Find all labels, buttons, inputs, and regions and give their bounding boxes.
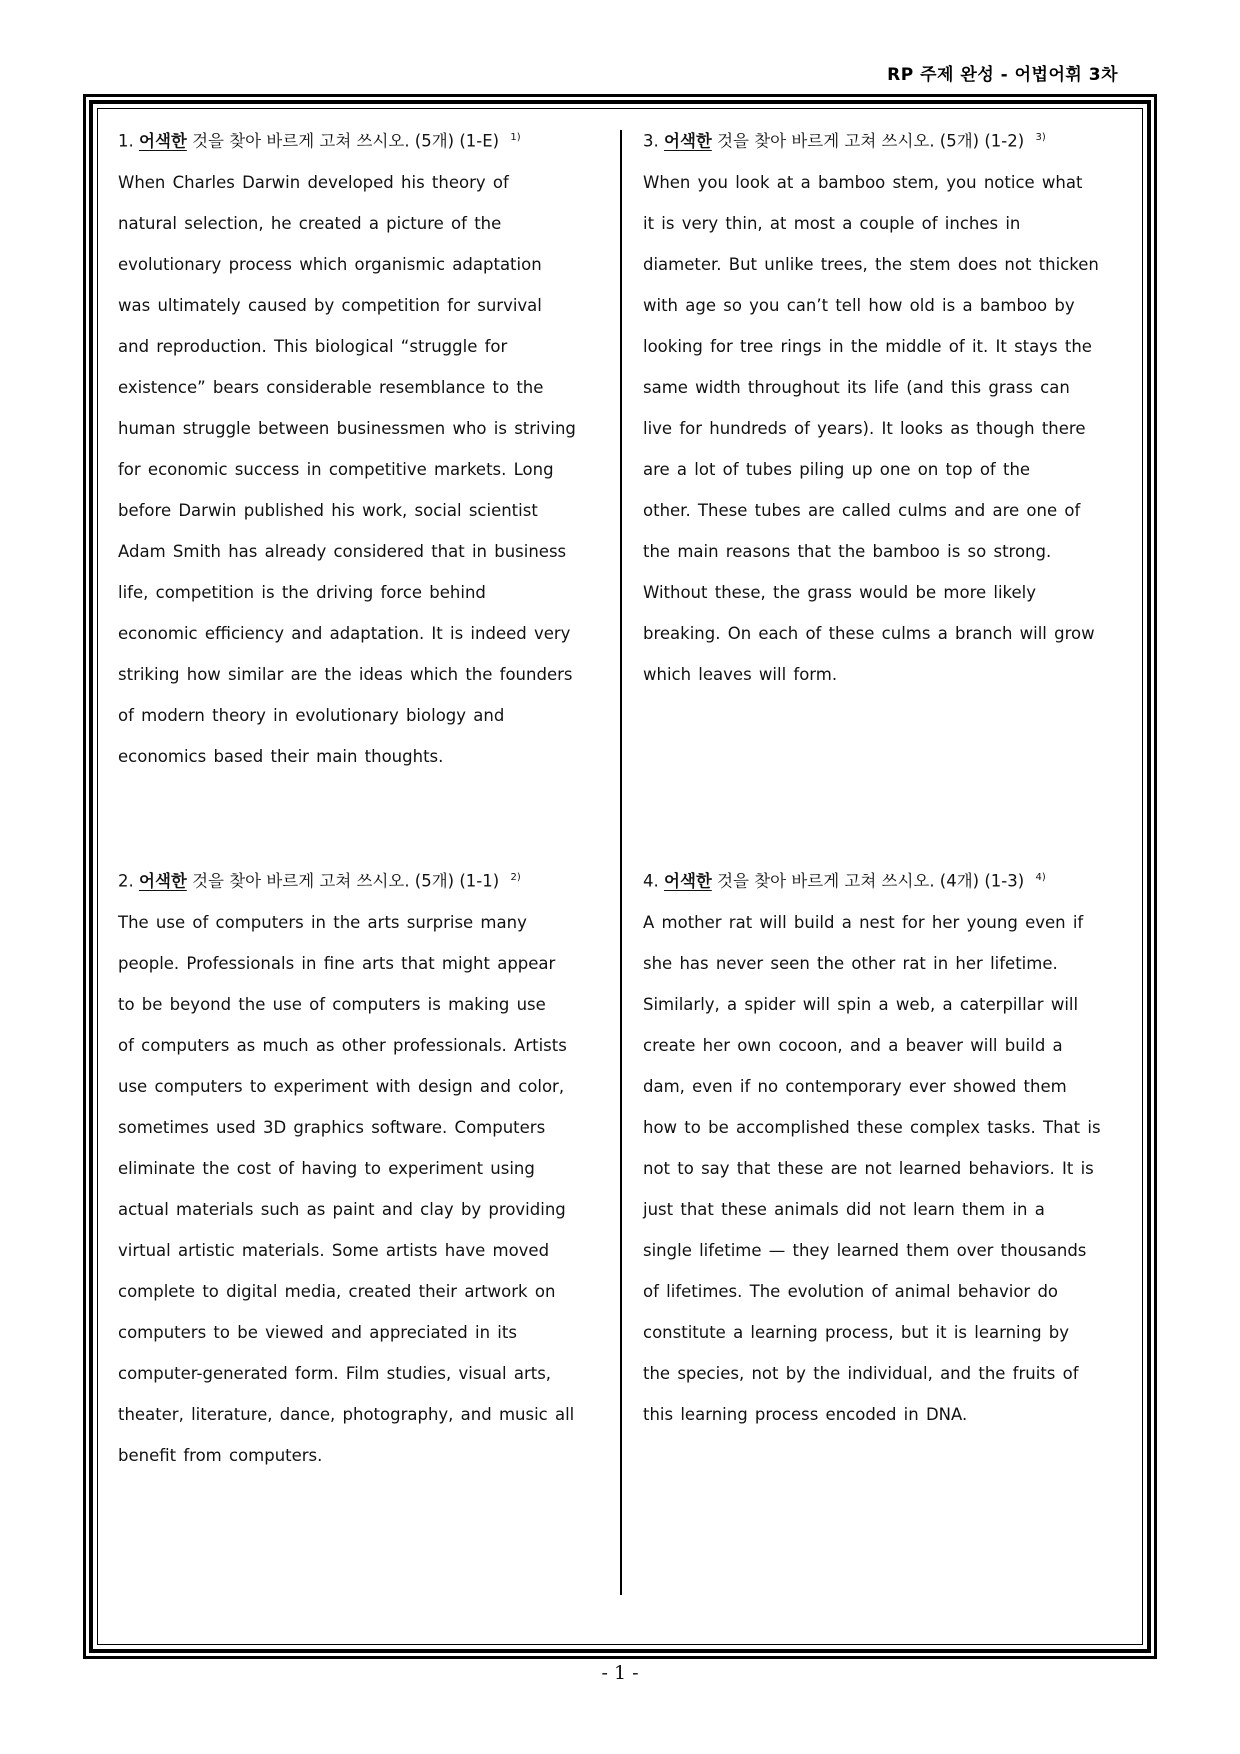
passage-line: single lifetime — they learned them over thousands bbox=[643, 1240, 1087, 1260]
passage-line: and reproduction. This biological “struggle for bbox=[118, 336, 508, 356]
passage-line: life, competition is the driving force behind bbox=[118, 582, 486, 602]
passage-line: economics based their main thoughts. bbox=[118, 746, 444, 766]
passage-line: human struggle between businessmen who is striving bbox=[118, 418, 576, 438]
passage-line: to be beyond the use of computers is making use bbox=[118, 994, 546, 1014]
footnote-marker: 4) bbox=[1035, 872, 1046, 883]
question-passage bbox=[118, 902, 608, 1476]
passage-line: breaking. On each of these culms a branch will grow bbox=[643, 623, 1095, 643]
passage-line: When Charles Darwin developed his theory of bbox=[118, 172, 509, 192]
question-title bbox=[118, 117, 608, 162]
passage-line: live for hundreds of years). It looks as though there bbox=[643, 418, 1086, 438]
question-number: 1. bbox=[118, 131, 134, 151]
question-instruction: 것을 찾아 바르게 고쳐 쓰시오. (5개) (1-E) bbox=[186, 131, 500, 151]
question-title bbox=[643, 857, 1133, 902]
passage-line: looking for tree rings in the middle of it. It stays the bbox=[643, 336, 1092, 356]
passage-line: other. These tubes are called culms and are one of bbox=[643, 500, 1081, 520]
question-keyword: 어색한 bbox=[664, 131, 712, 151]
passage-line: create her own cocoon, and a beaver will build a bbox=[643, 1035, 1063, 1055]
passage-line: for economic success in competitive markets. Long bbox=[118, 459, 554, 479]
question-number: 4. bbox=[643, 871, 659, 891]
passage-line: When you look at a bamboo stem, you notice what bbox=[643, 172, 1083, 192]
question-number: 2. bbox=[118, 871, 134, 891]
passage-line: diameter. But unlike trees, the stem does not thicken bbox=[643, 254, 1099, 274]
question-instruction: 것을 찾아 바르게 고쳐 쓰시오. (5개) (1-2) bbox=[711, 131, 1025, 151]
passage-line: this learning process encoded in DNA. bbox=[643, 1404, 968, 1424]
passage-line: theater, literature, dance, photography, and music all bbox=[118, 1404, 575, 1424]
question-2 bbox=[118, 857, 608, 1476]
passage-line: of modern theory in evolutionary biology and bbox=[118, 705, 505, 725]
passage-line: striking how similar are the ideas which the founders bbox=[118, 664, 573, 684]
passage-line: computers to be viewed and appreciated in its bbox=[118, 1322, 517, 1342]
question-keyword: 어색한 bbox=[139, 871, 187, 891]
passage-line: with age so you can’t tell how old is a bamboo by bbox=[643, 295, 1075, 315]
passage-line: the main reasons that the bamboo is so strong. bbox=[643, 541, 1052, 561]
footnote-marker: 2) bbox=[510, 872, 521, 883]
question-instruction: 것을 찾아 바르게 고쳐 쓰시오. (4개) (1-3) bbox=[711, 871, 1025, 891]
question-instruction: 것을 찾아 바르게 고쳐 쓰시오. (5개) (1-1) bbox=[186, 871, 500, 891]
question-keyword: 어색한 bbox=[664, 871, 712, 891]
passage-line: complete to digital media, created their artwork on bbox=[118, 1281, 556, 1301]
passage-line: natural selection, he created a picture of the bbox=[118, 213, 502, 233]
passage-line: A mother rat will build a nest for her young even if bbox=[643, 912, 1084, 932]
passage-line: sometimes used 3D graphics software. Computers bbox=[118, 1117, 546, 1137]
passage-line: she has never seen the other rat in her lifetime. bbox=[643, 953, 1058, 973]
passage-line: use computers to experiment with design and color, bbox=[118, 1076, 565, 1096]
passage-line: virtual artistic materials. Some artists have moved bbox=[118, 1240, 550, 1260]
passage-line: which leaves will form. bbox=[643, 664, 838, 684]
question-keyword: 어색한 bbox=[139, 131, 187, 151]
question-title bbox=[643, 117, 1133, 162]
passage-line: benefit from computers. bbox=[118, 1445, 323, 1465]
passage-line: eliminate the cost of having to experiment using bbox=[118, 1158, 535, 1178]
passage-line: was ultimately caused by competition for survival bbox=[118, 295, 542, 315]
passage-line: it is very thin, at most a couple of inches in bbox=[643, 213, 1021, 233]
passage-line: same width throughout its life (and this grass can bbox=[643, 377, 1070, 397]
question-number: 3. bbox=[643, 131, 659, 151]
passage-line: before Darwin published his work, social scientist bbox=[118, 500, 538, 520]
question-passage bbox=[118, 162, 608, 777]
question-passage bbox=[643, 162, 1133, 695]
passage-line: how to be accomplished these complex tasks. That is bbox=[643, 1117, 1101, 1137]
passage-line: people. Professionals in fine arts that might appear bbox=[118, 953, 556, 973]
passage-line: Similarly, a spider will spin a web, a caterpillar will bbox=[643, 994, 1079, 1014]
passage-line: of lifetimes. The evolution of animal behavior do bbox=[643, 1281, 1059, 1301]
question-1 bbox=[118, 117, 608, 777]
column-divider bbox=[620, 130, 622, 1595]
footnote-marker: 1) bbox=[510, 132, 521, 143]
passage-line: the species, not by the individual, and the fruits of bbox=[643, 1363, 1079, 1383]
passage-line: of computers as much as other professionals. Artists bbox=[118, 1035, 567, 1055]
question-title bbox=[118, 857, 608, 902]
passage-line: constitute a learning process, but it is learning by bbox=[643, 1322, 1070, 1342]
question-3 bbox=[643, 117, 1133, 695]
question-passage bbox=[643, 902, 1133, 1435]
page-number: - 1 - bbox=[601, 1662, 639, 1684]
passage-line: actual materials such as paint and clay by providing bbox=[118, 1199, 566, 1219]
passage-line: The use of computers in the arts surprise many bbox=[118, 912, 527, 932]
passage-line: dam, even if no contemporary ever showed them bbox=[643, 1076, 1067, 1096]
question-4 bbox=[643, 857, 1133, 1435]
passage-line: are a lot of tubes piling up one on top of the bbox=[643, 459, 1031, 479]
passage-line: existence” bears considerable resemblance to the bbox=[118, 377, 544, 397]
passage-line: Without these, the grass would be more likely bbox=[643, 582, 1037, 602]
passage-line: just that these animals did not learn them in a bbox=[643, 1199, 1045, 1219]
passage-line: computer-generated form. Film studies, visual arts, bbox=[118, 1363, 552, 1383]
passage-line: evolutionary process which organismic adaptation bbox=[118, 254, 542, 274]
passage-line: economic efficiency and adaptation. It is indeed very bbox=[118, 623, 571, 643]
footnote-marker: 3) bbox=[1035, 132, 1046, 143]
passage-line: Adam Smith has already considered that in business bbox=[118, 541, 567, 561]
page-header-title: RP 주제 완성 - 어법어휘 3차 bbox=[887, 65, 1118, 85]
passage-line: not to say that these are not learned behaviors. It is bbox=[643, 1158, 1094, 1178]
